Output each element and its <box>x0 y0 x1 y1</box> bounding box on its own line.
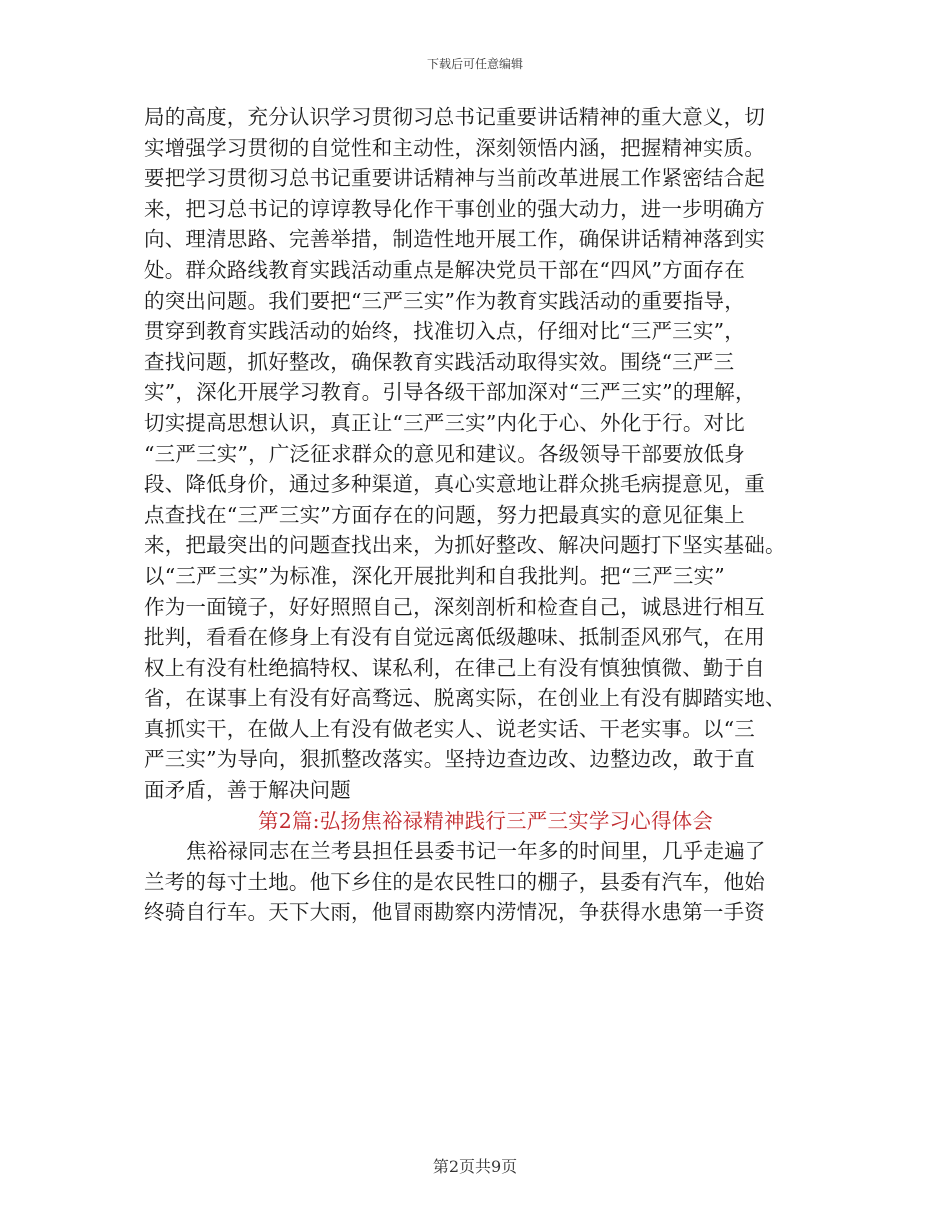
text-line: 贯穿到教育实践活动的始终，找准切入点，仔细对比“三严三实”， <box>144 319 745 344</box>
text-line: 严三实”为导向，狠抓整改落实。坚持边查边改、边整边改，敢于直 <box>144 747 755 772</box>
text-line: 向、理清思路、完善举措，制造性地开展工作，确保讲话精神落到实 <box>144 227 765 252</box>
section-heading: 第2篇:弘扬焦裕禄精神践行三严三实学习心得体会 <box>258 808 714 833</box>
text-line: 实增强学习贯彻的自觉性和主动性，深刻领悟内涵，把握精神实质。 <box>144 135 765 160</box>
text-line: 局的高度，充分认识学习贯彻习总书记重要讲话精神的重大意义，切 <box>144 105 765 129</box>
text-line: 处。群众路线教育实践活动重点是解决党员干部在“四风”方面存在 <box>144 257 745 282</box>
text-line: 切实提高思想认识，真正让“三严三实”内化于心、外化于行。对比 <box>144 410 745 435</box>
text-line: 段、降低身价，通过多种渠道，真心实意地让群众挑毛病提意见，重 <box>144 472 765 497</box>
text-line: 的突出问题。我们要把“三严三实”作为教育实践活动的重要指导， <box>144 288 745 313</box>
text-line: 批判，看看在修身上有没有自觉远离低级趣味、抵制歪风邪气，在用 <box>144 625 765 650</box>
text-line: 真抓实干，在做人上有没有做老实人、说老实话、干老实事。以“三 <box>144 716 755 741</box>
text-line: 实”，深化开展学习教育。引导各级干部加深对“三严三实”的理解， <box>144 380 756 405</box>
text-line: 省，在谋事上有没有好高骛远、脱离实际，在创业上有没有脚踏实地、 <box>144 686 786 711</box>
text-line: 作为一面镜子，好好照照自己，深刻剖析和检查自己，诚恳进行相互 <box>144 594 765 619</box>
text-line: 终骑自行车。天下大雨，他冒雨勘察内涝情况，争获得水患第一手资 <box>144 900 765 925</box>
text-line: 面矛盾，善于解决问题 <box>144 778 351 803</box>
text-line: 焦裕禄同志在兰考县担任县委书记一年多的时间里，几乎走遍了 <box>186 839 766 864</box>
text-line: “三严三实”，广泛征求群众的意见和建议。各级领导干部要放低身 <box>144 441 745 466</box>
text-line: 兰考的每寸土地。他下乡住的是农民牲口的棚子，县委有汽车，他始 <box>144 869 765 894</box>
page-header: 下载后可任意编辑 <box>426 57 523 71</box>
page-number: 第2页共9页 <box>432 1157 518 1176</box>
text-line: 权上有没有杜绝搞特权、谋私利，在律己上有没有慎独慎微、勤于自 <box>144 655 765 680</box>
text-line: 要把学习贯彻习总书记重要讲话精神与当前改革进展工作紧密结合起 <box>144 166 765 191</box>
document-body <box>144 102 804 928</box>
text-line: 点查找在“三严三实”方面存在的问题，努力把最真实的意见征集上 <box>144 502 745 527</box>
text-line: 查找问题，抓好整改，确保教育实践活动取得实效。围绕“三严三 <box>144 349 735 374</box>
text-line: 来，把习总书记的谆谆教导化作干事创业的强大动力，进一步明确方 <box>144 196 765 221</box>
text-line: 来，把最突出的问题查找出来，为抓好整改、解决问题打下坚实基础。 <box>144 533 786 558</box>
text-line: 以“三严三实”为标准，深化开展批判和自我批判。把“三严三实” <box>144 563 725 588</box>
